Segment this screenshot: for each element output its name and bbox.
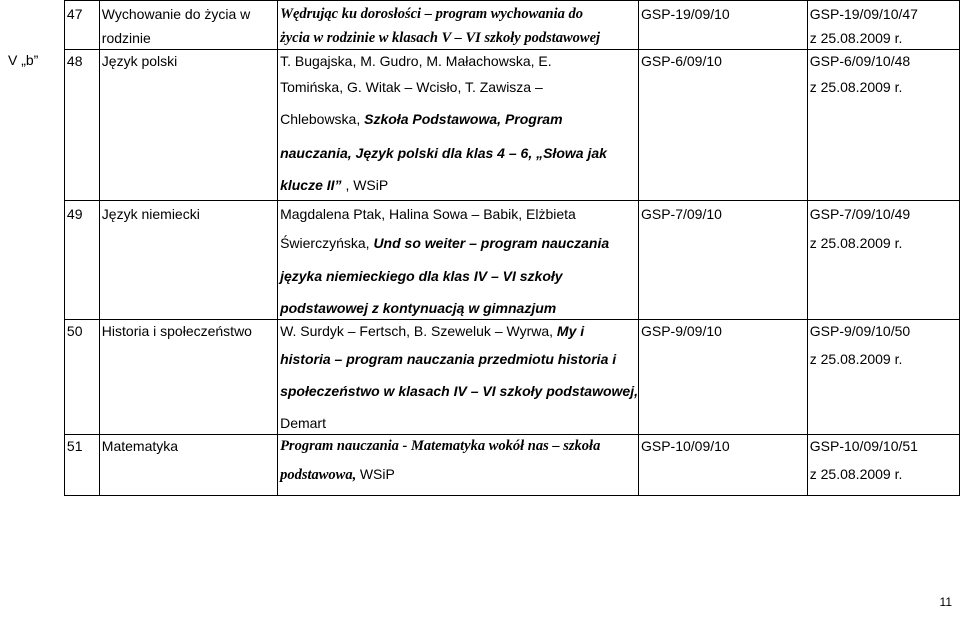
- subject-cell: Wychowanie do życia w rodzinie: [99, 1, 277, 50]
- program-code: GSP-9/09/10: [638, 320, 807, 435]
- subject-cell: Język polski: [99, 50, 277, 201]
- page-number: 11: [939, 595, 952, 609]
- table-row: [9, 435, 960, 496]
- table-row: [9, 201, 960, 320]
- class-cell: [9, 1, 64, 50]
- program-cell: Wędrując ku dorosłości – program wychowania do życia w rodzinie w klasach V – VI szkoły podstawowej: [278, 1, 639, 50]
- row-number: 48: [64, 50, 99, 201]
- curriculum-table-wrapper: [9, 0, 960, 496]
- subject-cell: Historia i społeczeństwo: [99, 320, 277, 435]
- program-cell: Program nauczania - Matematyka wokół nas – szkoła podstawowa, WSiP: [278, 435, 639, 496]
- table-row: [9, 320, 960, 435]
- class-cell: [9, 435, 64, 496]
- table-row: [9, 1, 960, 50]
- program-code: GSP-10/09/10: [638, 435, 807, 496]
- row-number: 49: [64, 201, 99, 320]
- program-cell: Magdalena Ptak, Halina Sowa – Babik, Elżbieta Świerczyńska, Und so weiter – program nauczania języka niemieckiego dla klas IV – VI szkoły podstawowej z kontynuacją w gimnazjum: [278, 201, 639, 320]
- program-code: GSP-6/09/10: [638, 50, 807, 201]
- registration-cell: GSP-7/09/10/49 z 25.08.2009 r.: [807, 201, 959, 320]
- registration-cell: GSP-19/09/10/47 z 25.08.2009 r.: [807, 1, 959, 50]
- curriculum-table: [9, 0, 960, 496]
- program-cell: W. Surdyk – Fertsch, B. Szeweluk – Wyrwa, My i historia – program nauczania przedmiotu historia i społeczeństwo w klasach IV – VI szkoły podstawowej, Demart: [278, 320, 639, 435]
- class-cell: [9, 50, 64, 201]
- row-number: 51: [64, 435, 99, 496]
- registration-cell: GSP-10/09/10/51 z 25.08.2009 r.: [807, 435, 959, 496]
- program-code: GSP-19/09/10: [638, 1, 807, 50]
- class-marker: V „b”: [8, 52, 39, 68]
- program-code: GSP-7/09/10: [638, 201, 807, 320]
- row-number: 50: [64, 320, 99, 435]
- subject-cell: Matematyka: [99, 435, 277, 496]
- program-cell: T. Bugajska, M. Gudro, M. Małachowska, E. Tomińska, G. Witak – Wcisło, T. Zawisza – Chlebowska, Szkoła Podstawowa, Program nauczania, Język polski dla klas 4 – 6, „Słowa jak klucze II” , WSiP: [278, 50, 639, 201]
- registration-cell: GSP-9/09/10/50 z 25.08.2009 r.: [807, 320, 959, 435]
- class-cell: [9, 320, 64, 435]
- row-number: 47: [64, 1, 99, 50]
- subject-cell: Język niemiecki: [99, 201, 277, 320]
- class-cell: [9, 201, 64, 320]
- registration-cell: GSP-6/09/10/48 z 25.08.2009 r.: [807, 50, 959, 201]
- table-row: [9, 50, 960, 201]
